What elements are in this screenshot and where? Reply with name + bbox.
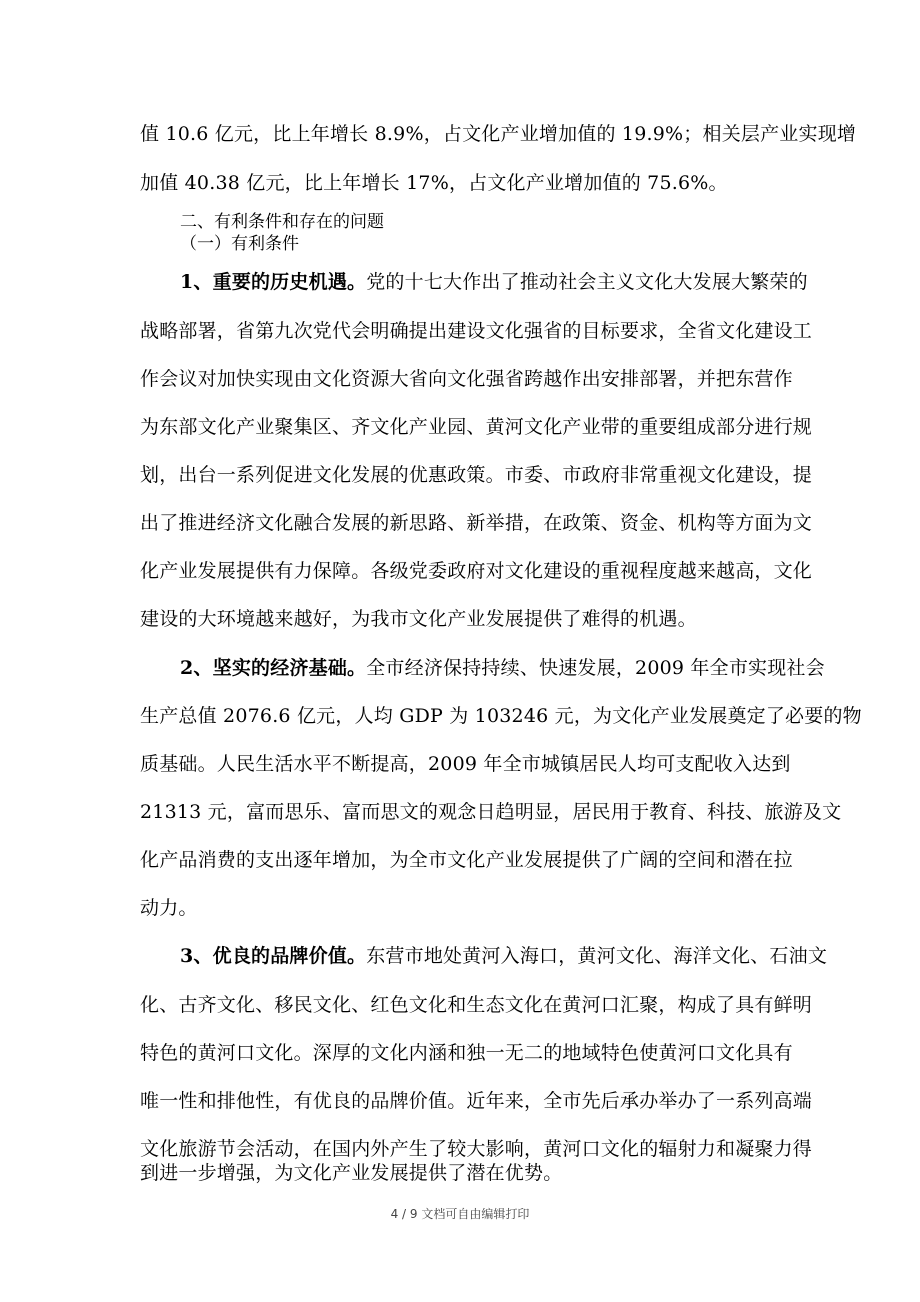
item-title: 重要的历史机遇。 bbox=[212, 271, 367, 293]
paragraph-line: 加值 40.38 亿元，比上年增长 17%，占文化产业增加值的 75.6%。 bbox=[140, 172, 728, 194]
paragraph-first-line bbox=[180, 656, 825, 680]
page-footer: 4 / 9 文档可自由编辑打印 bbox=[390, 1207, 530, 1221]
paragraph-line: 特色的黄河口文化。深厚的文化内涵和独一无二的地域特色使黄河口文化具有 bbox=[140, 1042, 793, 1064]
paragraph-line: 化、古齐文化、移民文化、红色文化和生态文化在黄河口汇聚，构成了具有鲜明 bbox=[140, 994, 813, 1016]
paragraph-line: 化产品消费的支出逐年增加，为全市文化产业发展提供了广阔的空间和潜在拉 bbox=[140, 849, 793, 871]
paragraph-line: 建设的大环境越来越好，为我市文化产业发展提供了难得的机遇。 bbox=[140, 608, 697, 630]
paragraph-line: 生产总值 2076.6 亿元，人均 GDP 为 103246 元，为文化产业发展奠定了必要的物 bbox=[140, 705, 862, 727]
paragraph-line: 出了推进经济文化融合发展的新思路、新举措，在政策、资金、机构等方面为文 bbox=[140, 512, 813, 534]
paragraph-first-line bbox=[180, 270, 808, 294]
paragraph-line: 值 10.6 亿元，比上年增长 8.9%，占文化产业增加值的 19.9%；相关层产业实现增 bbox=[140, 123, 857, 145]
paragraph-line: 动力。 bbox=[140, 897, 198, 919]
paragraph-line: 唯一性和排他性，有优良的品牌价值。近年来，全市先后承办举办了一系列高端 bbox=[140, 1090, 813, 1112]
paragraph-line: 文化旅游节会活动，在国内外产生了较大影响，黄河口文化的辐射力和凝聚力得 bbox=[140, 1138, 813, 1160]
paragraph-line: 21313 元，富而思乐、富而思文的观念日趋明显，居民用于教育、科技、旅游及文 bbox=[140, 801, 842, 823]
paragraph-line: 划，出台一系列促进文化发展的优惠政策。市委、市政府非常重视文化建设，提 bbox=[140, 464, 813, 486]
paragraph-first-line bbox=[180, 944, 827, 968]
item-text: 东营市地处黄河入海口，黄河文化、海洋文化、石油文 bbox=[366, 945, 828, 967]
section-heading: 二、有利条件和存在的问题 bbox=[180, 212, 384, 232]
item-text: 全市经济保持持续、快速发展，2009 年全市实现社会 bbox=[366, 657, 825, 679]
paragraph-last-line: 到进一步增强，为文化产业发展提供了潜在优势。 bbox=[140, 1162, 563, 1184]
paragraph-line: 质基础。人民生活水平不断提高，2009 年全市城镇居民人均可支配收入达到 bbox=[140, 753, 791, 775]
paragraph-line: 化产业发展提供有力保障。各级党委政府对文化建设的重视程度越来越高，文化 bbox=[140, 560, 813, 582]
item-number: 1、 bbox=[180, 271, 213, 293]
paragraph-line: 为东部文化产业聚集区、齐文化产业园、黄河文化产业带的重要组成部分进行规 bbox=[140, 416, 813, 438]
item-title: 优良的品牌价值。 bbox=[212, 945, 367, 967]
item-title: 坚实的经济基础。 bbox=[212, 657, 367, 679]
item-number: 2、 bbox=[180, 657, 213, 679]
paragraph-line: 作会议对加快实现由文化资源大省向文化强省跨越作出安排部署，并把东营作 bbox=[140, 368, 793, 390]
item-number: 3、 bbox=[180, 945, 213, 967]
item-text: 党的十七大作出了推动社会主义文化大发展大繁荣的 bbox=[366, 271, 808, 293]
paragraph-line: 战略部署，省第九次党代会明确提出建设文化强省的目标要求，全省文化建设工 bbox=[140, 320, 813, 342]
subsection-heading: （一）有利条件 bbox=[180, 234, 299, 254]
